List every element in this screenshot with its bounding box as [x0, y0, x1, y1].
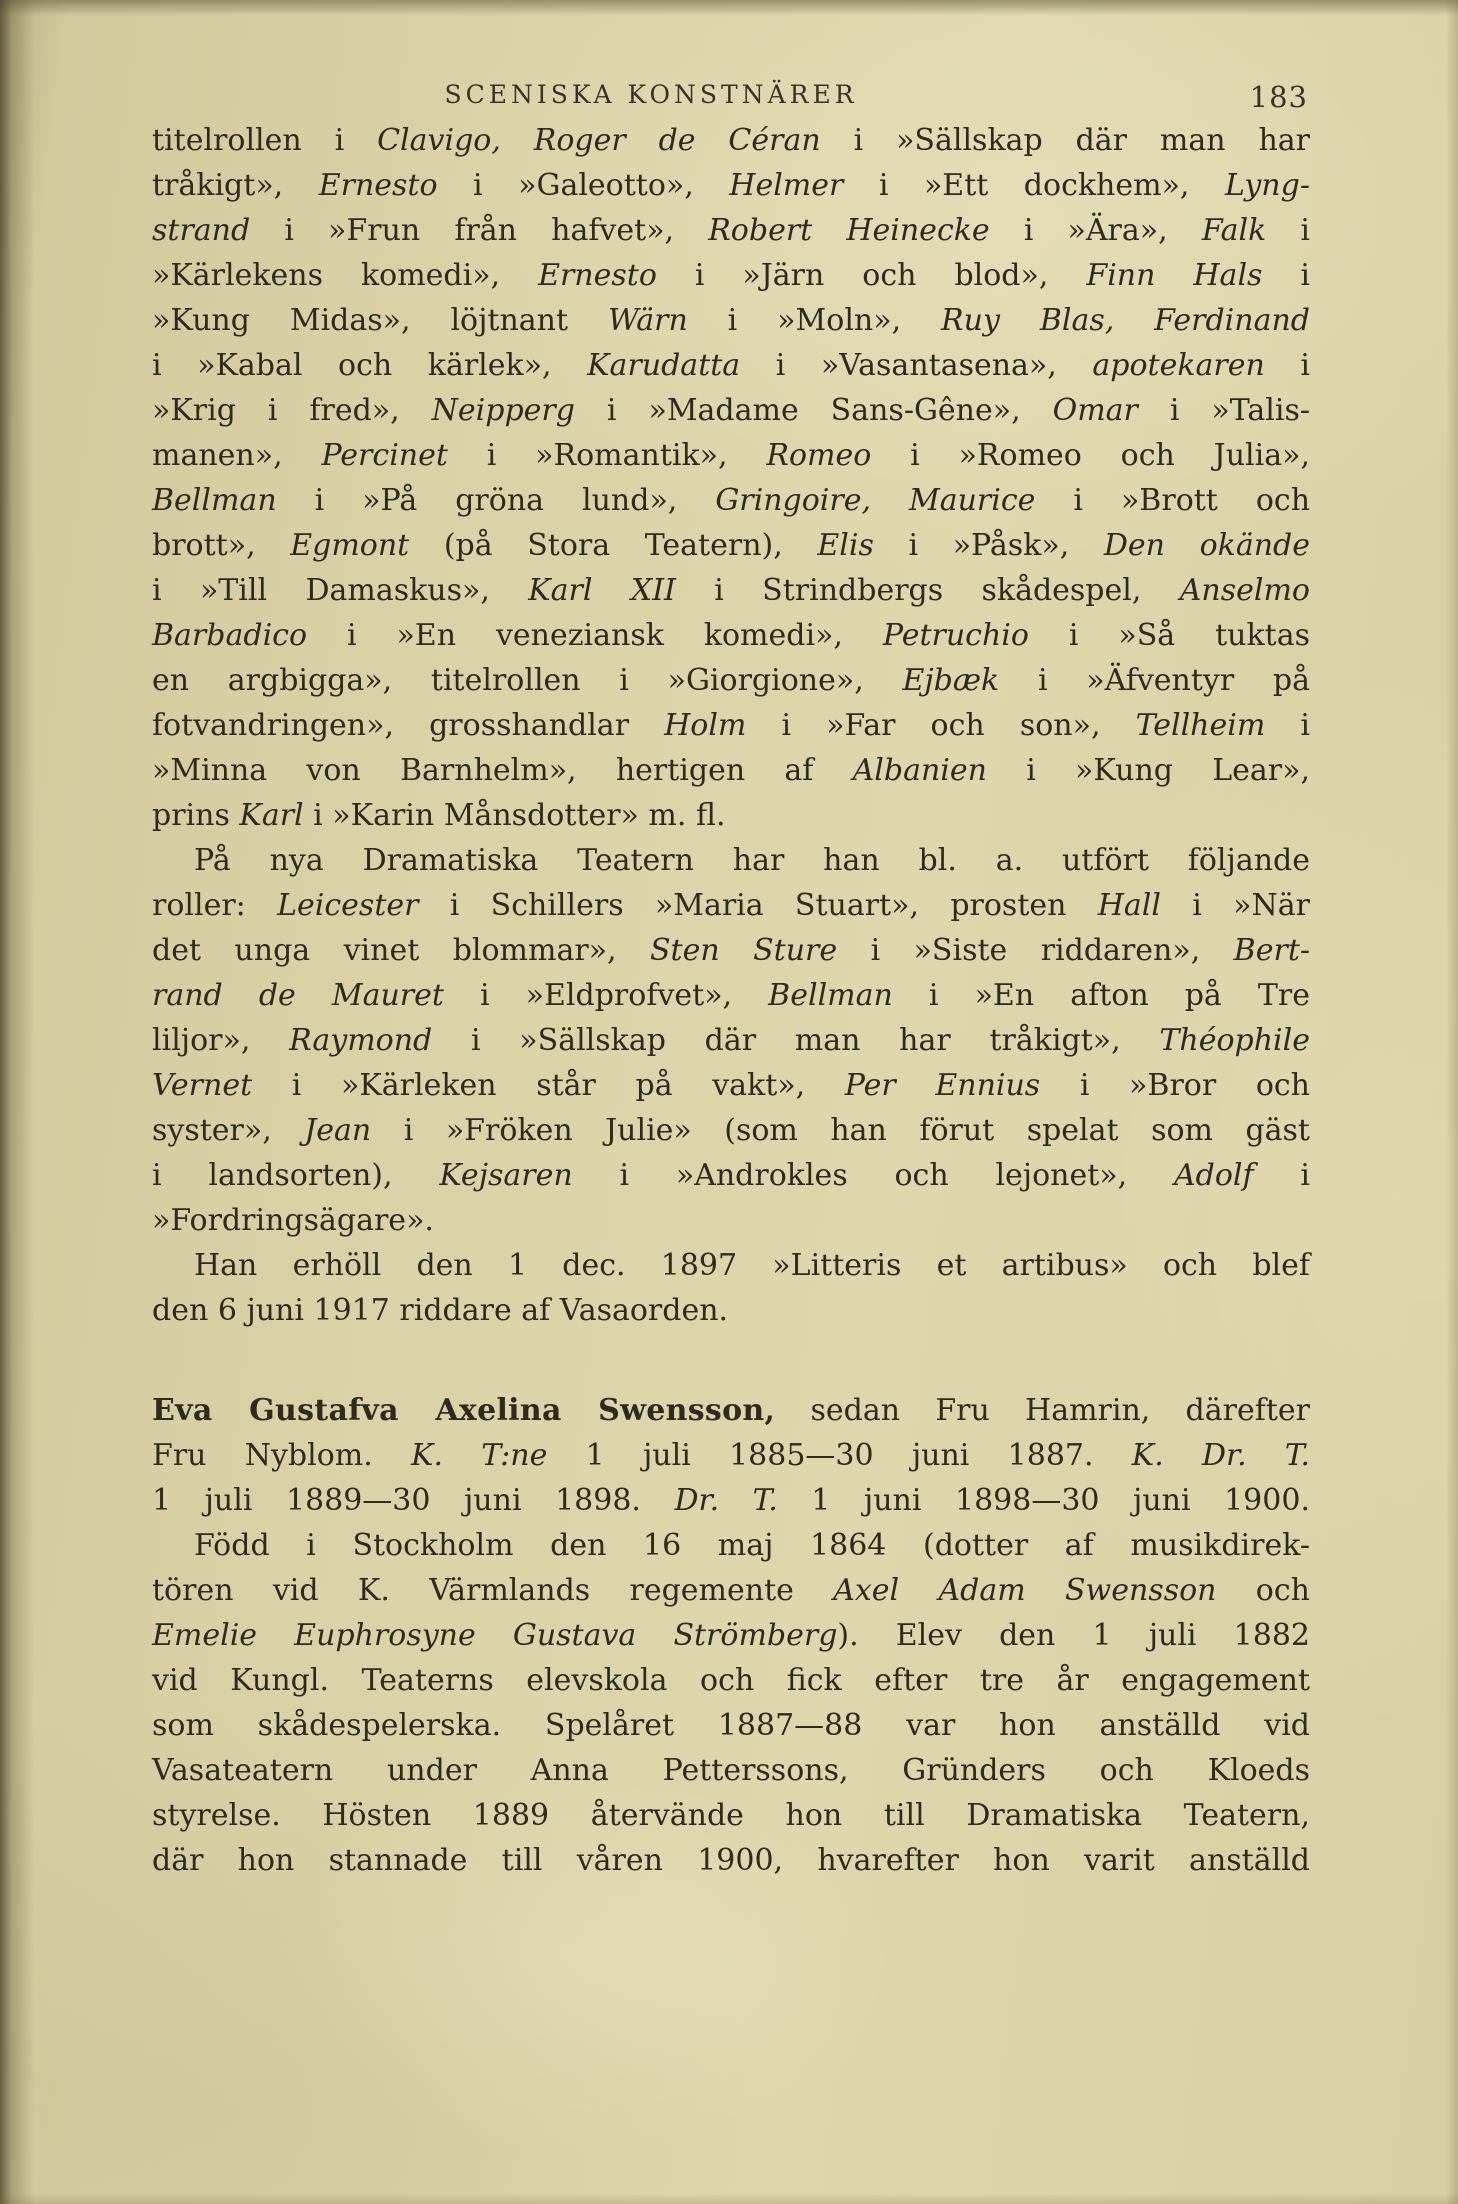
- text-line: Vernet i »Kärleken står på vakt», Per Ennius i »Bror och: [152, 1068, 1311, 1103]
- text-line: styrelse. Hösten 1889 återvände hon till Dramatiska Teatern,: [152, 1798, 1310, 1833]
- text-line: fotvandringen», grosshandlar Holm i »Far och son», Tellheim i: [152, 708, 1310, 743]
- text-line: som skådespelerska. Spelåret 1887—88 var hon anställd vid: [152, 1708, 1310, 1743]
- text-line: 1 juli 1889—30 juni 1898. Dr. T. 1 juni 1898—30 juni 1900.: [152, 1483, 1310, 1518]
- text-line: i landsorten), Kejsaren i »Androkles och lejonet», Adolf i: [152, 1158, 1310, 1193]
- text-line: Emelie Euphrosyne Gustava Strömberg). Elev den 1 juli 1882: [152, 1618, 1310, 1653]
- text-line: »Kung Midas», löjtnant Wärn i »Moln», Ruy Blas, Ferdinand: [152, 303, 1310, 338]
- text-line: den 6 juni 1917 riddare af Vasaorden.: [152, 1293, 729, 1328]
- page-text-block: [152, 118, 1310, 1883]
- text-line: roller: Leicester i Schillers »Maria Stuart», prosten Hall i »När: [152, 888, 1310, 923]
- text-line: »Krig i fred», Neipperg i »Madame Sans-Gêne», Omar i »Talis-: [152, 393, 1311, 428]
- text-line: »Kärlekens komedi», Ernesto i »Järn och blod», Finn Hals i: [152, 258, 1310, 293]
- page-edge-shadow-left: [0, 0, 34, 2204]
- text-line: Bellman i »På gröna lund», Gringoire, Maurice i »Brott och: [152, 483, 1311, 518]
- text-line: en argbigga», titelrollen i »Giorgione», Ejbæk i »Äfventyr på: [152, 663, 1310, 698]
- text-line: strand i »Frun från hafvet», Robert Heinecke i »Ära», Falk i: [152, 213, 1310, 248]
- text-line: det unga vinet blommar», Sten Sture i »Siste riddaren», Bert-: [152, 933, 1311, 968]
- paragraph-honours: [152, 1243, 1310, 1333]
- text-line: Född i Stockholm den 16 maj 1864 (dotter af musikdirek-: [194, 1528, 1310, 1563]
- text-line: brott», Egmont (på Stora Teatern), Elis i »Påsk», Den okände: [152, 528, 1310, 563]
- text-line: Barbadico i »En veneziansk komedi», Petruchio i »Så tuktas: [152, 618, 1310, 653]
- entry-eva-swensson: [152, 1388, 1310, 1523]
- text-line: Fru Nyblom. K. T:ne 1 juli 1885—30 juni 1887. K. Dr. T.: [152, 1438, 1311, 1473]
- paragraph-biography: [152, 1523, 1310, 1883]
- text-line: manen», Percinet i »Romantik», Romeo i »Romeo och Julia»,: [152, 438, 1310, 473]
- text-line: rand de Mauret i »Eldprofvet», Bellman i »En afton på Tre: [152, 978, 1310, 1013]
- page-edge-shadow-right: [1446, 0, 1458, 2204]
- text-line: vid Kungl. Teaterns elevskola och fick efter tre år engagement: [152, 1663, 1310, 1698]
- text-line: prins Karl i »Karin Månsdotter» m. fl.: [152, 798, 726, 833]
- page-edge-shadow-bottom: [0, 2194, 1458, 2204]
- text-line: i »Till Damaskus», Karl XII i Strindbergs skådespel, Anselmo: [152, 573, 1310, 608]
- text-line: På nya Dramatiska Teatern har han bl. a. utfört följande: [194, 843, 1310, 878]
- page-edge-shadow-top: [0, 0, 1458, 16]
- text-line: titelrollen i Clavigo, Roger de Céran i »Sällskap där man har: [152, 123, 1310, 158]
- paragraph-roles-continued: [152, 118, 1310, 838]
- text-line: i »Kabal och kärlek», Karudatta i »Vasantasena», apotekaren i: [152, 348, 1310, 383]
- text-line: där hon stannade till våren 1900, hvarefter hon varit anställd: [152, 1843, 1310, 1878]
- text-line: syster», Jean i »Fröken Julie» (som han förut spelat som gäst: [152, 1113, 1310, 1148]
- running-head-title: SCENISKA KONSTNÄRER: [444, 80, 858, 109]
- text-line: tråkigt», Ernesto i »Galeotto», Helmer i »Ett dockhem», Lyng-: [152, 168, 1310, 203]
- text-line: Vasateatern under Anna Petterssons, Gründers och Kloeds: [152, 1753, 1310, 1788]
- text-line: »Fordringsägare».: [152, 1203, 434, 1238]
- text-line: »Minna von Barnhelm», hertigen af Albanien i »Kung Lear»,: [152, 753, 1310, 788]
- running-head: [152, 80, 1310, 116]
- paragraph-roles-new-dramatic-theatre: [152, 838, 1310, 1243]
- text-line: Eva Gustafva Axelina Swensson, sedan Fru Hamrin, därefter: [152, 1393, 1311, 1428]
- page-number: 183: [1249, 80, 1308, 114]
- text-line: liljor», Raymond i »Sällskap där man har tråkigt», Théophile: [152, 1023, 1310, 1058]
- text-line: tören vid K. Värmlands regemente Axel Adam Swensson och: [152, 1573, 1310, 1608]
- text-line: Han erhöll den 1 dec. 1897 »Litteris et artibus» och blef: [194, 1248, 1310, 1283]
